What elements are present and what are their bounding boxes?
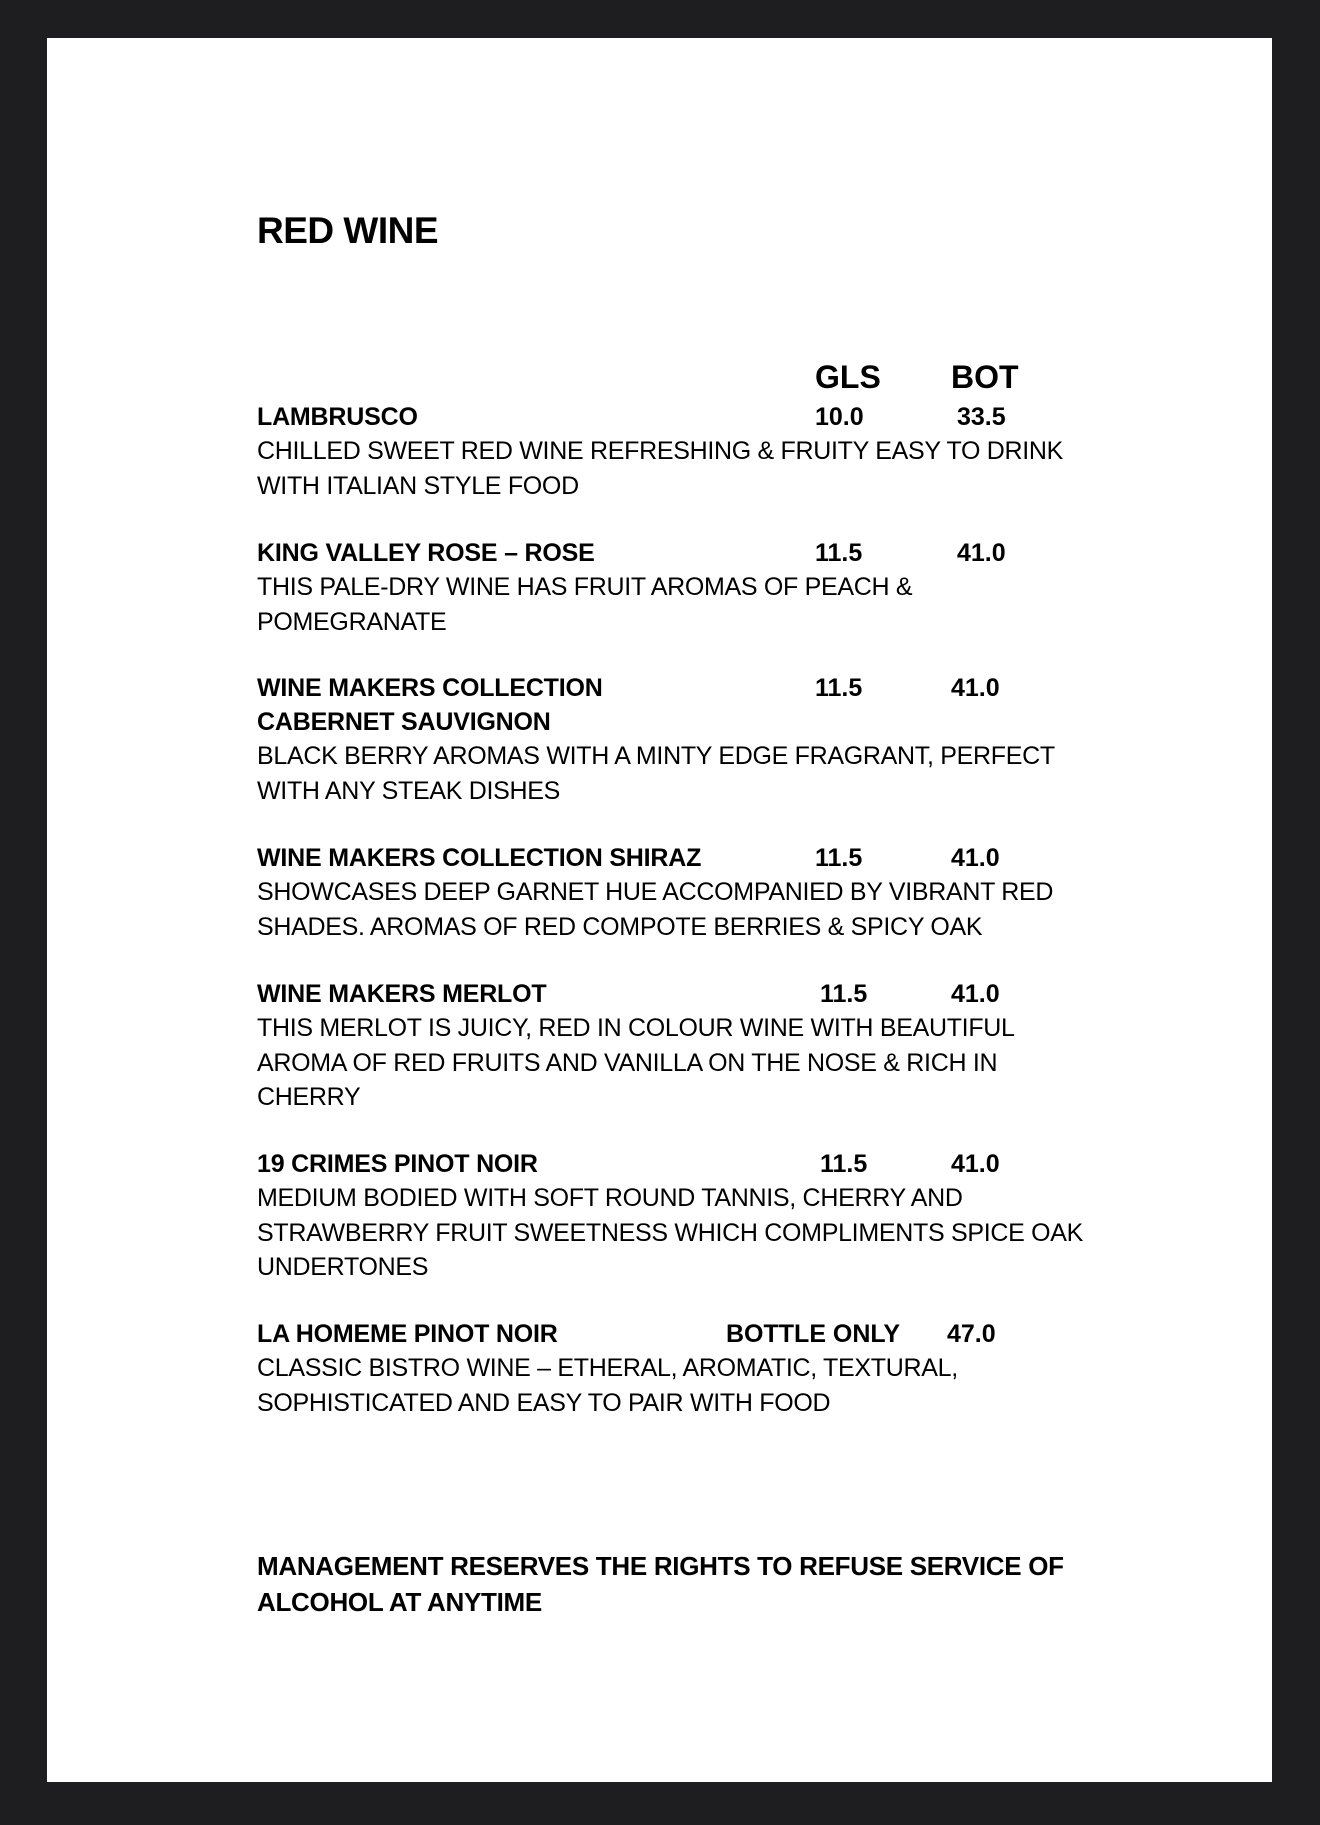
wine-name: LA HOMEME PINOT NOIR (257, 1320, 558, 1348)
wine-description: SOPHISTICATED AND EASY TO PAIR WITH FOOD (257, 1388, 831, 1417)
bottle-price: 33.5 (957, 403, 1006, 431)
wine-item-merlot (257, 977, 1117, 1115)
bottle-price: 41.0 (951, 980, 1000, 1008)
wine-description: UNDERTONES (257, 1253, 429, 1281)
wine-description: AROMA OF RED FRUITS AND VANILLA ON THE NOSE & RICH IN (257, 1048, 998, 1077)
wine-description: POMEGRANATE (257, 607, 447, 636)
bottle-price: 41.0 (951, 674, 1000, 702)
wine-description: THIS MERLOT IS JUICY, RED IN COLOUR WINE WITH BEAUTIFUL (257, 1014, 1015, 1042)
wine-description: CHERRY (257, 1083, 361, 1111)
notice-line: ALCOHOL AT ANYTIME (257, 1587, 542, 1617)
wine-description: WITH ANY STEAK DISHES (257, 776, 561, 805)
wine-item-lambrusco (257, 400, 1117, 503)
glass-price: 10.0 (815, 403, 864, 431)
management-notice (257, 1548, 1064, 1620)
page-title: RED WINE (257, 210, 438, 251)
column-header-bottle: BOT (951, 359, 1019, 395)
glass-price: 11.5 (820, 1150, 868, 1178)
notice-line: MANAGEMENT RESERVES THE RIGHTS TO REFUSE SERVICE OF (257, 1551, 1064, 1581)
wine-item-la-homeme-pinot-noir (257, 1317, 1117, 1420)
wine-name: LAMBRUSCO (257, 403, 418, 431)
wine-name: KING VALLEY ROSE – ROSE (257, 539, 595, 567)
glass-price: 11.5 (815, 539, 863, 567)
wine-description: CLASSIC BISTRO WINE – ETHERAL, AROMATIC, TEXTURAL, (257, 1354, 958, 1382)
wine-description: BLACK BERRY AROMAS WITH A MINTY EDGE FRAGRANT, PERFECT (257, 742, 1055, 770)
wine-item-king-valley-rose (257, 536, 1117, 639)
wine-name: WINE MAKERS MERLOT (257, 980, 547, 1008)
wine-name: 19 CRIMES PINOT NOIR (257, 1150, 538, 1178)
wine-description: SHOWCASES DEEP GARNET HUE ACCOMPANIED BY VIBRANT RED (257, 878, 1054, 906)
bottle-only-label: BOTTLE ONLY (726, 1320, 901, 1348)
wine-item-shiraz (257, 841, 1117, 944)
bottle-price: 41.0 (957, 539, 1006, 567)
wine-description: WITH ITALIAN STYLE FOOD (257, 471, 579, 500)
wine-name: WINE MAKERS COLLECTION (257, 674, 603, 702)
wine-item-cabernet-sauvignon (257, 671, 1117, 808)
wine-description: THIS PALE-DRY WINE HAS FRUIT AROMAS OF PEACH & (257, 573, 913, 601)
wine-item-19-crimes-pinot-noir (257, 1147, 1117, 1285)
glass-price: 11.5 (815, 674, 863, 702)
glass-price: 11.5 (815, 844, 863, 872)
wine-description: CHILLED SWEET RED WINE REFRESHING & FRUITY EASY TO DRINK (257, 437, 1064, 465)
wine-description: SHADES. AROMAS OF RED COMPOTE BERRIES & SPICY OAK (257, 912, 983, 941)
bottle-price: 41.0 (951, 1150, 1000, 1178)
bottle-price: 41.0 (951, 844, 1000, 872)
glass-price: 11.5 (820, 980, 868, 1008)
wine-description: MEDIUM BODIED WITH SOFT ROUND TANNIS, CHERRY AND (257, 1184, 963, 1212)
bottle-price: 47.0 (947, 1320, 996, 1348)
column-header-glass: GLS (815, 359, 881, 395)
wine-name: WINE MAKERS COLLECTION SHIRAZ (257, 844, 702, 872)
wine-description: STRAWBERRY FRUIT SWEETNESS WHICH COMPLIMENTS SPICE OAK (257, 1218, 1084, 1247)
wine-name-line-2: CABERNET SAUVIGNON (257, 708, 551, 736)
